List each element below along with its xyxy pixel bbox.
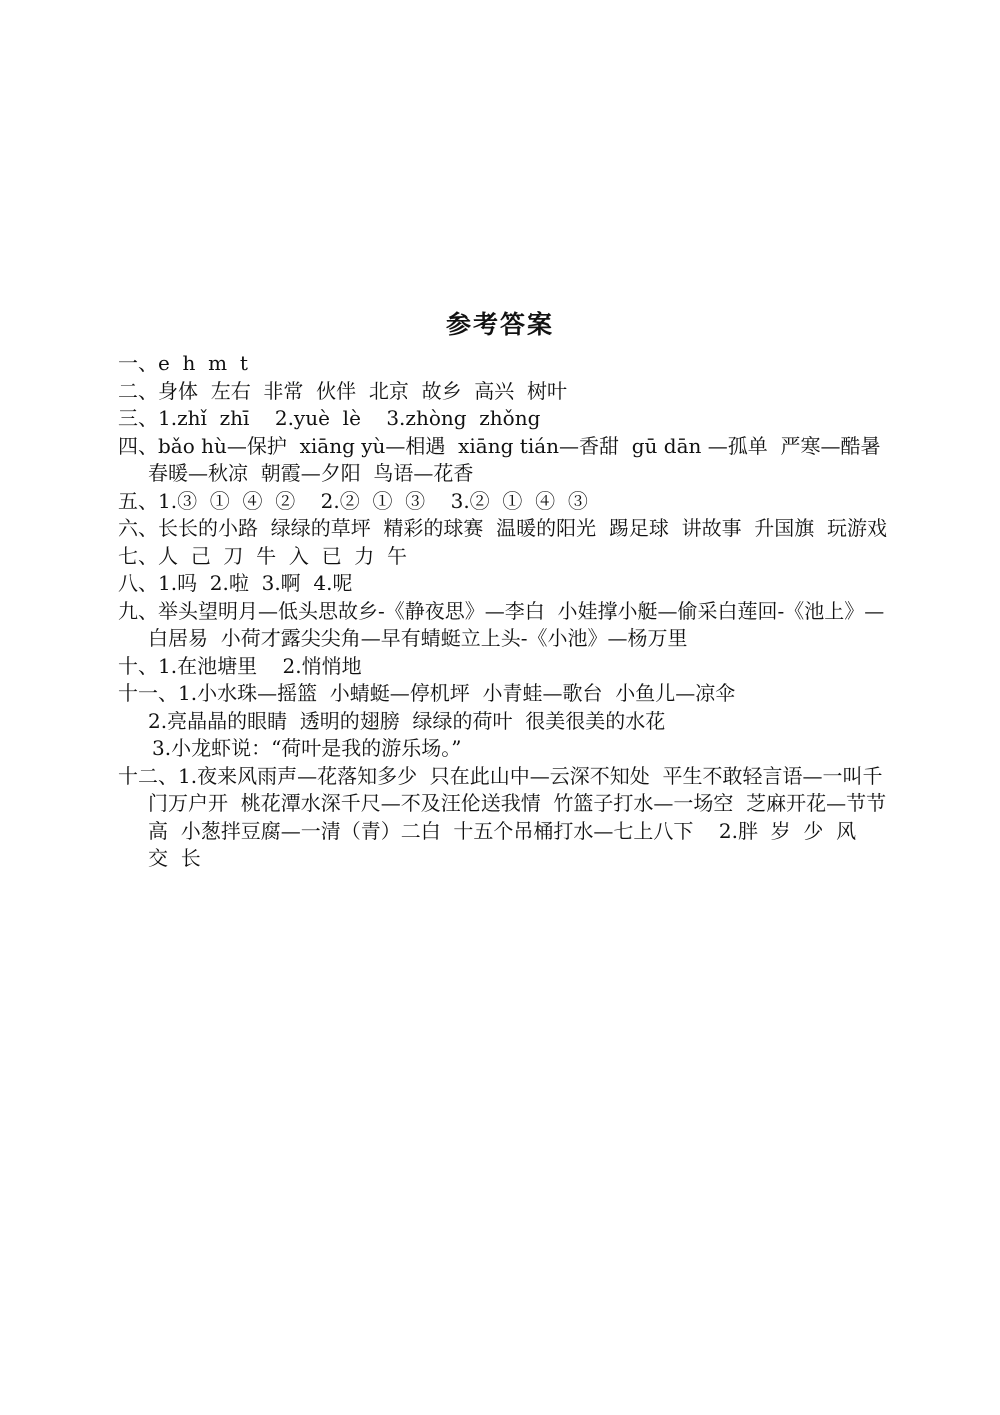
answer-item-5: 五、1.③ ① ④ ② 2.② ① ③ 3.② ① ④ ③ <box>118 488 588 513</box>
answer-item-8: 八、1.吗 2.啦 3.啊 4.呢 <box>118 571 353 595</box>
answer-item-4: 四、bǎo hù—保护 xiāng yù—相遇 xiāng tián—香甜 gū dān —孤单 严寒—酷暑 春暖—秋凉 朝霞—夕阳 鸟语—花香 <box>118 433 894 485</box>
answer-item-6: 六、长长的小路 绿绿的草坪 精彩的球赛 温暖的阳光 踢足球 讲故事 升国旗 玩游戏 <box>118 516 888 540</box>
answer-item-11 <box>118 680 888 763</box>
page-title: 参考答案 <box>445 310 554 339</box>
answer-item-12: 十二、1.夜来风雨声—花落知多少 只在此山中—云深不知处 平生不敢轻言语—一叫千门万户开 桃花潭水深千尺—不及汪伦送我情 竹篮子打水—一场空 芝麻开花—节节高 小葱拌豆腐—一清（青）二白 十五个吊桶打水—七上八下 2.胖 岁 少 风 交 长 <box>118 763 887 870</box>
answer-item-10: 十、1.在池塘里 2.悄悄地 <box>118 653 362 678</box>
answer-item-11-part-1: 十一、1.小水珠—摇篮 小蜻蜓—停机坪 小青蛙—歌台 小鱼儿—凉伞 <box>118 681 736 705</box>
answer-list <box>118 350 894 873</box>
answer-item-1: 一、e h m t <box>118 351 248 375</box>
answer-item-11-part-2: 2.亮晶晶的眼睛 透明的翅膀 绿绿的荷叶 很美很美的水花 <box>148 708 666 733</box>
answer-item-11-part-3: 3.小龙虾说：“荷叶是我的游乐场。” <box>152 736 462 760</box>
answer-item-7: 七、人 己 刀 牛 入 已 力 午 <box>118 543 408 568</box>
answer-item-3: 三、1.zhǐ zhī 2.yuè lè 3.zhòng zhǒng <box>118 406 541 430</box>
answer-item-9: 九、举头望明月—低头思故乡-《静夜思》—李白 小娃撑小艇—偷采白莲回-《池上》—白居易 小荷才露尖尖角—早有蜻蜓立上头-《小池》—杨万里 <box>118 598 885 650</box>
answer-item-2: 二、身体 左右 非常 伙伴 北京 故乡 高兴 树叶 <box>118 378 568 403</box>
